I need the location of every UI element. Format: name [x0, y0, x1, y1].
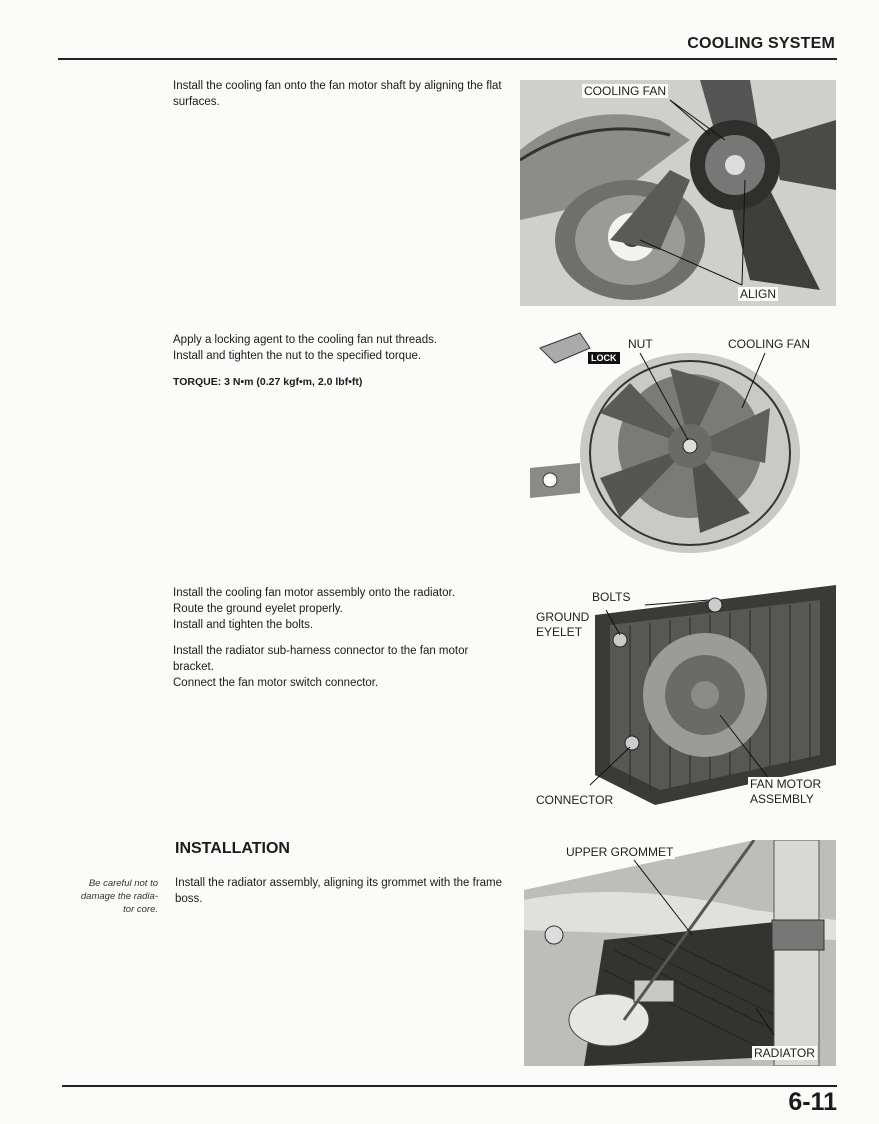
caution-note: Be careful not to damage the radia- tor core. — [80, 878, 158, 915]
section-title: COOLING SYSTEM — [687, 35, 835, 52]
header-rule — [58, 58, 837, 60]
align-callout: ALIGN — [740, 287, 777, 301]
step3-line5: Connect the fan motor switch connector. — [173, 677, 379, 689]
installation-heading: INSTALLATION — [175, 840, 290, 857]
ground-eyelet-callout-line1: GROUND — [536, 610, 590, 624]
installation-text — [175, 875, 510, 907]
footer-rule — [62, 1085, 837, 1087]
step2-line2: Install and tighten the nut to the specified torque. — [173, 350, 422, 362]
cooling-fan-callout: COOLING FAN — [584, 84, 667, 98]
fan-motor-callout-line1: FAN MOTOR — [750, 777, 822, 791]
step1-paragraph: Install the cooling fan onto the fan motor shaft by aligning the flat surfaces. — [173, 80, 502, 108]
installation-paragraph: Install the radiator assembly, aligning its grommet with the frame boss. — [175, 877, 503, 905]
step3-line4: Install the radiator sub-harness connector to the fan motor bracket. — [173, 645, 469, 673]
cooling-fan-photo — [520, 80, 836, 306]
upper-grommet-callout: UPPER GROMMET — [566, 845, 674, 859]
bolts-callout: BOLTS — [592, 590, 631, 604]
step2-text — [173, 332, 508, 390]
step3-line2: Route the ground eyelet properly. — [173, 603, 343, 615]
fan-motor-callout-line2: ASSEMBLY — [750, 792, 814, 806]
page-number: 6-11 — [788, 1088, 837, 1116]
ground-eyelet-callout-line2: EYELET — [536, 625, 583, 639]
radiator-callout: RADIATOR — [754, 1046, 815, 1060]
step1-text — [173, 78, 508, 110]
step3-line3: Install and tighten the bolts. — [173, 619, 314, 631]
fan-nut-photo — [520, 328, 836, 560]
torque-spec: TORQUE: 3 N•m (0.27 kgf•m, 2.0 lbf•ft) — [173, 376, 363, 388]
nut-callout: NUT — [628, 337, 653, 351]
step3-line1: Install the cooling fan motor assembly onto the radiator. — [173, 587, 455, 599]
radiator-installation-photo — [524, 840, 836, 1066]
fan-motor-assembly-photo — [520, 585, 836, 810]
cooling-fan-callout-2: COOLING FAN — [728, 337, 811, 351]
step3-text — [173, 585, 508, 691]
lock-badge: LOCK — [588, 352, 620, 364]
connector-callout: CONNECTOR — [536, 793, 614, 807]
step2-line1: Apply a locking agent to the cooling fan nut threads. — [173, 334, 438, 346]
